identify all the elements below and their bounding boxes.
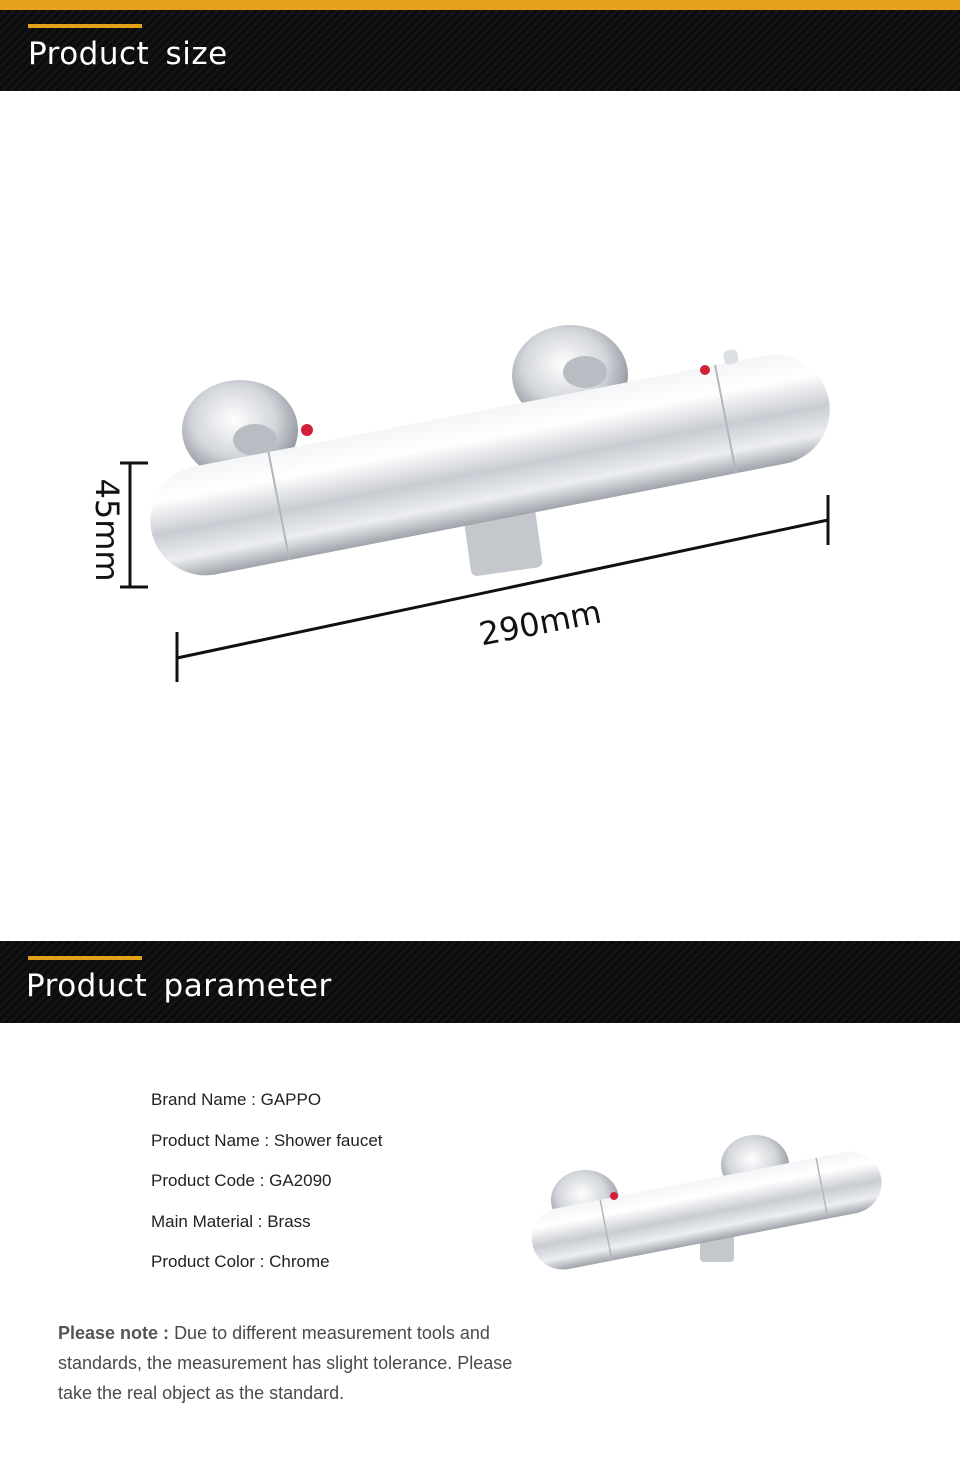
top-accent-bar (0, 0, 960, 10)
note-label: Please note : (58, 1323, 170, 1343)
hot-marker-icon (700, 365, 710, 375)
header-accent-line (28, 24, 142, 28)
parameter-product-code: Product Code : GA2090 (151, 1171, 332, 1190)
section-title: Product parameter (26, 968, 332, 1004)
faucet-size-illustration (0, 91, 960, 941)
parameter-list (151, 1090, 383, 1293)
section-title: Product size (28, 36, 228, 72)
section-header-parameter (0, 941, 960, 1023)
section-header-size (0, 10, 960, 91)
parameter-product-color: Product Color : Chrome (151, 1252, 330, 1271)
width-label: 290mm (475, 592, 605, 654)
faucet-thumbnail (520, 1130, 900, 1290)
header-accent-line (28, 956, 142, 960)
parameter-brand-name: Brand Name : GAPPO (151, 1090, 322, 1109)
faucet-body (139, 325, 840, 585)
hot-marker-icon (301, 424, 313, 436)
note-text: Due to different measurement tools and standards, the measurement has slight tolerance. Please take the real object as the standard. (58, 1323, 513, 1403)
measurement-note (58, 1318, 538, 1408)
parameter-main-material: Main Material : Brass (151, 1211, 311, 1231)
height-label: 45mm (88, 478, 126, 582)
parameter-product-name: Product Name : Shower faucet (151, 1130, 383, 1150)
